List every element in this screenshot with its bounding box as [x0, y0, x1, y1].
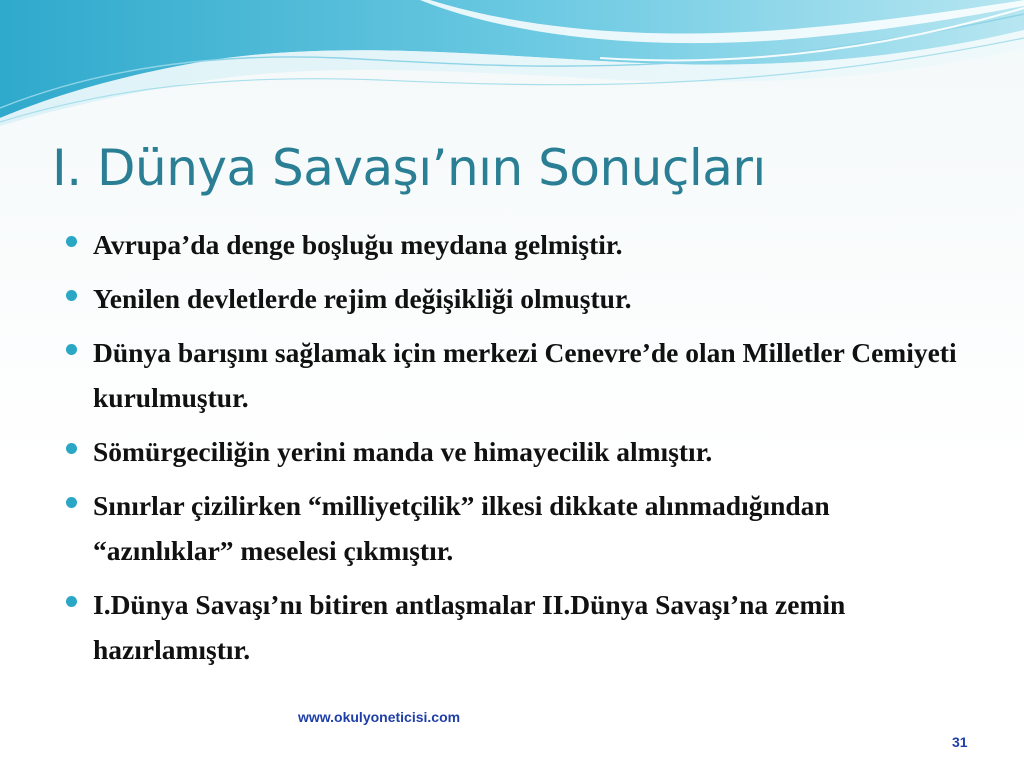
bullet-item: [66, 429, 976, 474]
bullet-item: [66, 222, 976, 267]
bullet-text: Avrupa’da denge boşluğu meydana gelmiştir.: [93, 229, 623, 260]
bullet-text: Sömürgeciliğin yerini manda ve himayecilik almıştır.: [93, 436, 713, 467]
bullet-text: Dünya barışını sağlamak için merkezi Cenevre’de olan Milletler Cemiyeti kurulmuştur.: [93, 337, 957, 413]
bullet-marker-icon: [66, 596, 77, 607]
header-wave-decoration: [0, 0, 1024, 130]
bullet-item: [66, 582, 976, 672]
bullet-marker-icon: [66, 344, 77, 355]
bullet-item: [66, 330, 976, 420]
bullet-marker-icon: [66, 443, 77, 454]
slide-title: I. Dünya Savaşı’nın Sonuçları: [52, 139, 766, 197]
bullet-text: I.Dünya Savaşı’nı bitiren antlaşmalar II.Dünya Savaşı’na zemin hazırlamıştır.: [93, 589, 846, 665]
footer-url: www.okulyoneticisi.com: [298, 709, 461, 725]
bullet-marker-icon: [66, 236, 77, 247]
bullet-marker-icon: [66, 290, 77, 301]
bullet-item: [66, 483, 976, 573]
page-number: 31: [952, 734, 968, 750]
bullet-text: Sınırlar çizilirken “milliyetçilik” ilkesi dikkate alınmadığından “azınlıklar” meselesi çıkmıştır.: [93, 490, 830, 566]
bullet-text: Yenilen devletlerde rejim değişikliği olmuştur.: [93, 283, 632, 314]
bullet-marker-icon: [66, 497, 77, 508]
bullet-item: [66, 276, 976, 321]
bullet-list: [66, 222, 976, 681]
